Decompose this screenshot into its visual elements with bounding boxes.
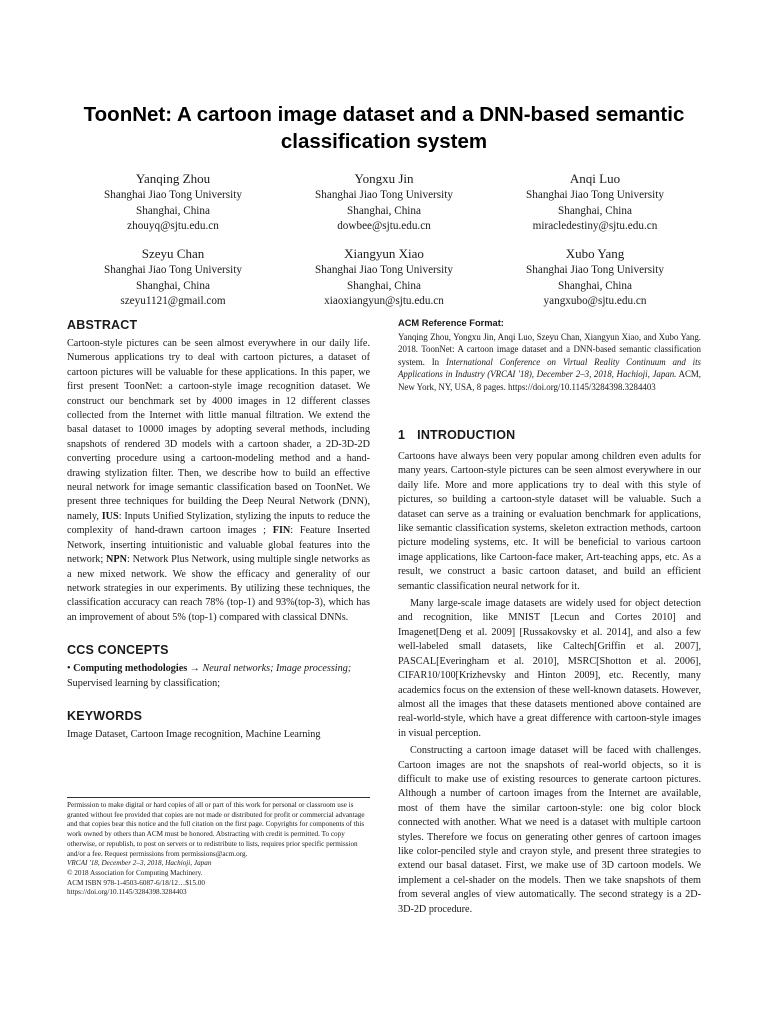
abstract-part: : Network Plus Network, using multiple single networks as a new mixed network. We show the efficacy and generality of our network strategies in our experiments. By utilizing these techniques, the classification accuracy can reach 78% (top-1) and 93%(top-3), which has an improvement of about 5% (top-1) compared with classical DNNs. (67, 554, 370, 623)
author-location: Shanghai, China (347, 279, 421, 292)
author-block (281, 170, 487, 235)
author-block (492, 170, 698, 235)
ccs-arrow: → (187, 663, 203, 675)
author-location: Shanghai, China (558, 204, 632, 217)
ccs-bold: Computing methodologies (73, 663, 188, 675)
author-row-1 (70, 170, 698, 235)
keywords-text: Image Dataset, Cartoon Image recognition, Machine Learning (67, 728, 321, 740)
author-email: dowbee@sjtu.edu.cn (337, 220, 431, 232)
abstract-heading: ABSTRACT (67, 318, 138, 332)
author-affiliation: Shanghai Jiao Tong University (526, 264, 664, 276)
reference-format-text (398, 331, 701, 393)
author-name: Xiangyun Xiao (344, 246, 424, 261)
keywords-heading: KEYWORDS (67, 708, 143, 723)
author-affiliation: Shanghai Jiao Tong University (526, 189, 664, 201)
author-name: Yanqing Zhou (135, 171, 211, 186)
section-number: 1 (398, 428, 406, 442)
abstract-part: : Feature Inserted Network, inserting intuitionistic and valuable global features into the network; (67, 525, 370, 566)
ccs-heading: CCS CONCEPTS (67, 643, 169, 658)
abstract-part: Cartoon-style pictures can be seen almost everywhere in our daily life. Numerous applications try to deal with cartoon pictures, a dataset of cartoon pictures will be valuable for these applications. In this paper, we first present ToonNet: a cartoon-style image recognition dataset. We construct our benchmark set by 4000 images in 12 different classes collected from the Internet with little manual filtration. We extend the basal dataset to 10000 images by adopting several methods, including snapshots of rendered 3D models with a cartoon shader, a 2D-3D-2D converting procedure using a cartoon-modeling method and a hand-drawing stylization filter. Then, we describe how to build an effective neural network for image semantic classification based on ToonNet. We present three techniques for building the Deep Neural Network (DNN), namely, (67, 338, 370, 522)
author-affiliation: Shanghai Jiao Tong University (104, 189, 242, 201)
author-block (70, 245, 276, 310)
author-block (70, 170, 276, 235)
keywords-section (67, 709, 370, 742)
introduction-section (398, 428, 701, 917)
ius-label: IUS (101, 510, 119, 522)
section-title: INTRODUCTION (417, 428, 516, 442)
copyright-text: © 2018 Association for Computing Machinery. (67, 868, 203, 877)
reference-format-heading: ACM Reference Format: (398, 318, 504, 328)
isbn-text: ACM ISBN 978-1-4503-6087-6/18/12…$15.00 (67, 878, 205, 887)
author-email: xiaoxiangyun@sjtu.edu.cn (324, 295, 444, 307)
author-name: Anqi Luo (569, 171, 621, 186)
reference-part: Yanqing Zhou, Yongxu Jin, Anqi Luo, Szeyu Chan, Xiangyun Xiao, and Xubo Yang. 2018. ToonNet: A cartoon image dataset and a DNN-based semantic classification system. In (398, 332, 701, 367)
intro-paragraph-1: Cartoons have always been very popular among children even adults for many years. Cartoon-style pictures can be seen almost everywhere in our daily life. More and more applications try to deal with this style of pictures, so building a cartoon-style dataset will be valuable. Such a dataset can serve as a training or evaluation benchmark for applications, like semantic classification systems, skeleton extraction methods, cartoon picture modeling systems, etc. It will be beneficial to various cartoon image applications, like Cartoon-face maker, Art-teaching apps, etc. As a result, we construct a basic cartoon dataset, and build an efficient semantic classification neural network for it. (398, 451, 701, 592)
author-row-2 (70, 245, 698, 310)
ccs-italic: Neural networks; Image processing; (202, 663, 352, 675)
author-email: zhouyq@sjtu.edu.cn (127, 220, 219, 232)
intro-paragraph-2: Many large-scale image datasets are widely used for object detection and recognition, like MNIST [Lecun and Cortes 2010] and Imagenet[Deng et al. 2009] [Russakovsky et al. 2014], and also a few well-labeled small datasets, like Caltech[Griffin et al. 2007], PASCAL[Everingham et al. 2010], MSRC[Shotton et al. 2006], CIFAR10/100[Krizhevsky and Hinton 2009], etc. Recently, many academics focus on the extension of these well-known datasets. However, almost all the images that these datasets mentioned above contained are real-world-style, which have a great difference with cartoon-style images in visual perception. (398, 598, 701, 739)
paper-title: ToonNet: A cartoon image dataset and a DNN-based semantic classification system (83, 103, 685, 153)
abstract-part: : Inputs Unified Stylization, stylizing the inputs to reduce the complexity of hand-drawn cartoon images ; (67, 510, 370, 537)
ccs-section (67, 643, 370, 691)
right-column (398, 318, 701, 393)
author-location: Shanghai, China (136, 279, 210, 292)
permission-text: Permission to make digital or hard copies of all or part of this work for personal or classroom use is granted without fee provided that copies are not made or distributed for profit or commercial advantage and that copies bear this notice and the full citation on the first page. Copyrights for components of this work owned by others than ACM must be honored. Abstracting with credit is permitted. To copy otherwise, or republish, to post on servers or to redistribute to lists, requires prior specific permission and/or a fee. Request permissions from permissions@acm.org. (67, 801, 365, 858)
fin-label: FIN (272, 525, 291, 537)
introduction-heading (398, 428, 701, 442)
venue-text: VRCAI '18, December 2–3, 2018, Hachioji, Japan (67, 859, 212, 868)
author-name: Xubo Yang (565, 246, 625, 261)
author-block (492, 245, 698, 310)
author-name: Szeyu Chan (141, 246, 205, 261)
author-email: szeyu1121@gmail.com (120, 295, 226, 307)
copyright-footnote (67, 797, 370, 898)
abstract-text (67, 337, 370, 625)
npn-label: NPN (106, 554, 127, 566)
ccs-bullet: • (67, 663, 74, 675)
intro-paragraph-3: Constructing a cartoon image dataset will be faced with challenges. Cartoon images are not the snapshots of real-world objects, so it is difficult to make use of existing resources to generate cartoon pictures. Although a number of cartoon images from the Internet are available, most of them have the similar cartoon-style: one big color block connected with another. What we need is a dataset with multiple cartoon styles. Therefore we focus on generating other genres of cartoon images like color-penciled style and crayon style, and present three strategies to extend our basal dataset. First, we make use of 3D cartoon models. We implement a cel-shader on the models. Then we take snapshots of them from several angles of view automatically. The second strategy is a 2D-3D-2D procedure. (398, 745, 701, 915)
author-location: Shanghai, China (136, 204, 210, 217)
doi-text: https://doi.org/10.1145/3284398.3284403 (67, 888, 187, 897)
author-location: Shanghai, China (347, 204, 421, 217)
ccs-text (67, 662, 370, 691)
author-email: yangxubo@sjtu.edu.cn (543, 295, 647, 307)
ccs-rest: Supervised learning by classification; (67, 677, 221, 689)
author-affiliation: Shanghai Jiao Tong University (315, 189, 453, 201)
reference-part: ACM, New York, NY, USA, 8 pages. https://doi.org/10.1145/3284398.3284403 (398, 369, 702, 392)
author-name: Yongxu Jin (354, 171, 414, 186)
left-column (67, 318, 370, 742)
author-location: Shanghai, China (558, 279, 632, 292)
author-affiliation: Shanghai Jiao Tong University (315, 264, 453, 276)
reference-venue: International Conference on Virtual Reality Continuum and its Applications in Industry (VRCAI '18), December 2–3, 2018, Hachioji, Japan. (398, 356, 702, 380)
author-affiliation: Shanghai Jiao Tong University (104, 264, 242, 276)
author-email: miracledestiny@sjtu.edu.cn (532, 220, 658, 232)
author-block (281, 245, 487, 310)
